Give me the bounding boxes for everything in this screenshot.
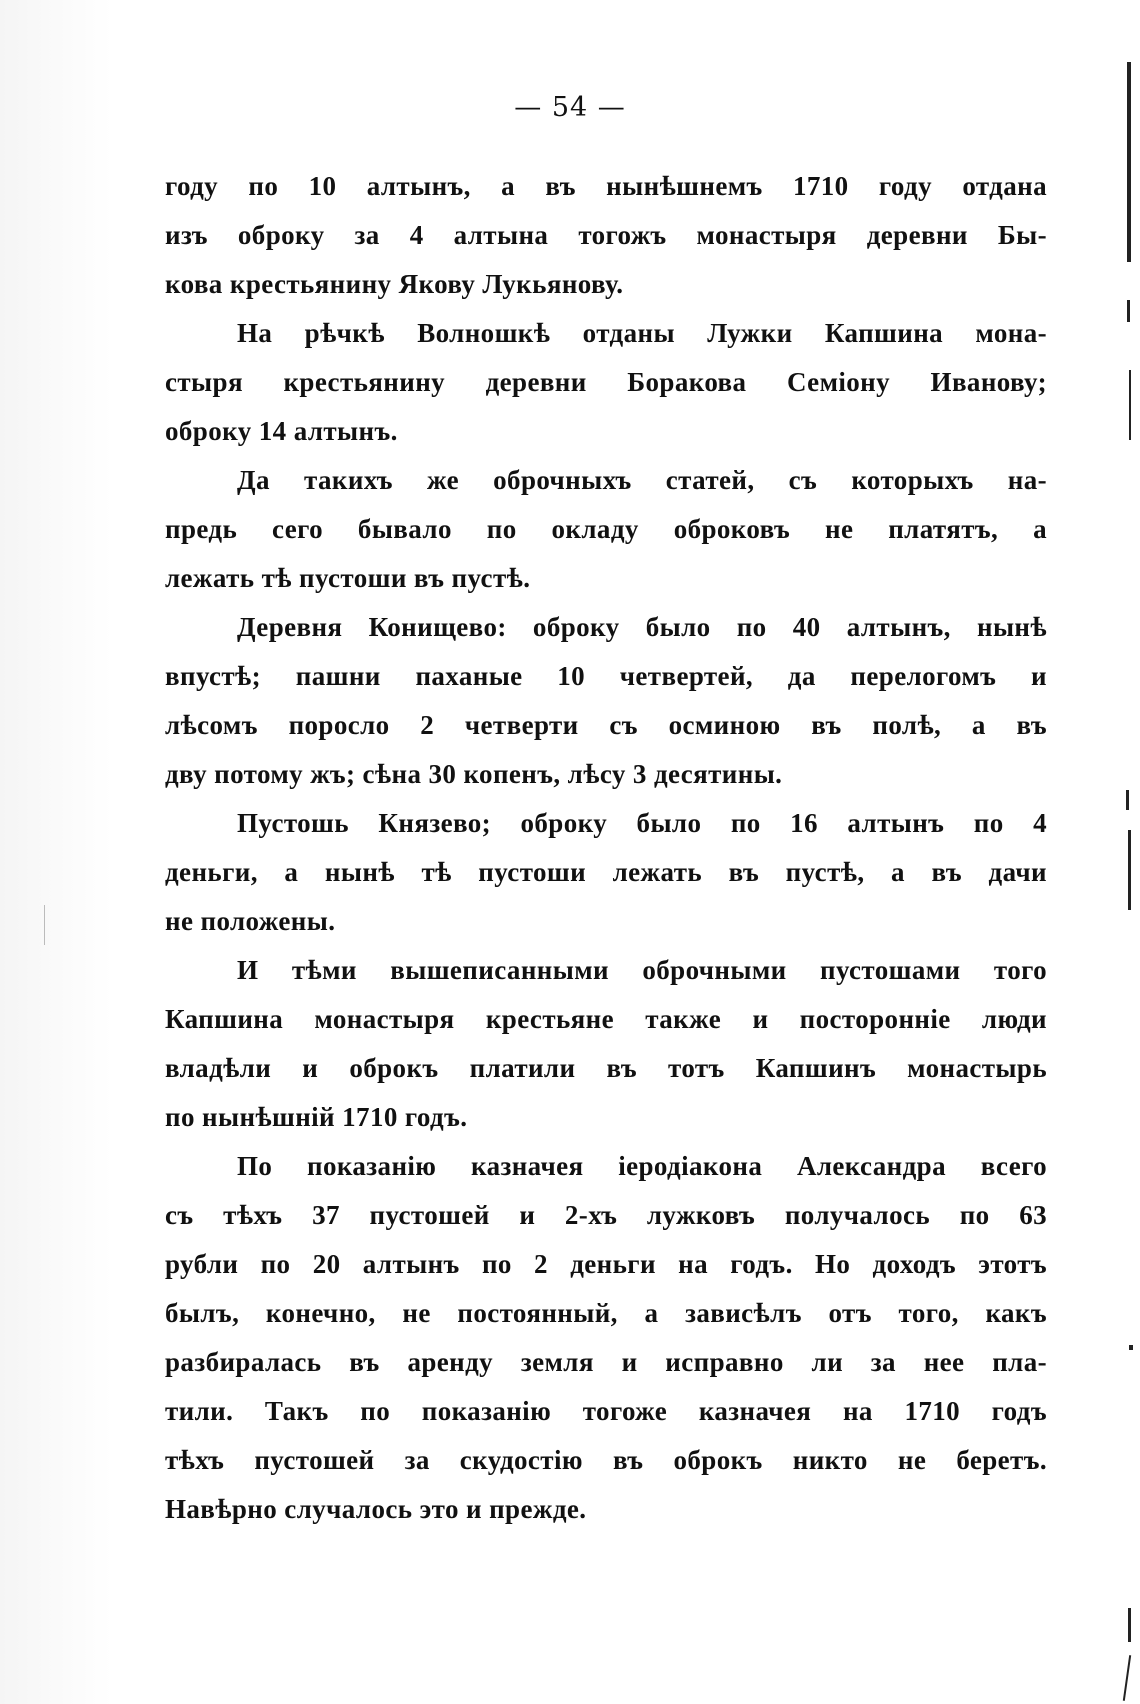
paragraph — [165, 162, 1047, 309]
text-line: впустѣ; пашни паханые 10 четвертей, да перелогомъ и — [165, 661, 1047, 691]
text-line: И тѣми вышеписанными оброчными пустошами того — [237, 955, 1047, 985]
page-gutter-shadow — [0, 0, 112, 1704]
scan-edge-mark — [1129, 370, 1131, 440]
paragraph — [165, 603, 1047, 799]
paragraph — [165, 456, 1047, 603]
text-line: былъ, конечно, не постоянный, а зависѣлъ отъ того, какъ — [165, 1298, 1047, 1328]
page-number: — 54 — — [514, 92, 626, 123]
body-text — [165, 162, 1047, 1534]
text-line: по нынѣшній 1710 годъ. — [165, 1102, 468, 1132]
scan-edge-mark — [1127, 300, 1130, 322]
paragraph — [165, 799, 1047, 946]
text-line: году по 10 алтынъ, а въ нынѣшнемъ 1710 году отдана — [165, 171, 1047, 201]
paragraph — [165, 1142, 1047, 1534]
text-line: лѣсомъ поросло 2 четверти съ осминою въ полѣ, а въ — [165, 710, 1047, 740]
text-line: не положены. — [165, 906, 336, 936]
text-line: кова крестьянину Якову Лукьянову. — [165, 269, 624, 299]
text-line: Пустошь Князево; оброку было по 16 алтынъ по 4 — [237, 808, 1047, 838]
text-line: деньги, а нынѣ тѣ пустоши лежать въ пустѣ, а въ дачи — [165, 857, 1047, 887]
text-line: разбиралась въ аренду земля и исправно ли за нее пла- — [165, 1347, 1047, 1377]
text-line: тѣхъ пустошей за скудостію въ оброкъ никто не беретъ. — [165, 1445, 1047, 1475]
scan-edge-mark — [1128, 1608, 1131, 1642]
scan-edge-mark — [1128, 830, 1131, 910]
text-line: тили. Такъ по показанію тогоже казначея на 1710 годъ — [165, 1396, 1047, 1426]
scan-edge-mark — [1123, 1655, 1131, 1701]
text-line: стыря крестьянину деревни Боракова Семіону Иванову; — [165, 367, 1047, 397]
text-line: На рѣчкѣ Волношкѣ отданы Лужки Капшина мона- — [237, 318, 1047, 348]
text-line: лежать тѣ пустоши въ пустѣ. — [165, 563, 531, 593]
text-line: Да такихъ же оброчныхъ статей, съ которыхъ на- — [237, 465, 1047, 495]
scan-edge-mark — [1129, 1345, 1133, 1350]
scan-edge-mark — [1126, 790, 1129, 810]
paragraph — [165, 946, 1047, 1142]
text-line: оброку 14 алтынъ. — [165, 416, 398, 446]
text-line: рубли по 20 алтынъ по 2 деньги на годъ. Но доходъ этотъ — [165, 1249, 1047, 1279]
scan-edge-mark — [44, 905, 45, 945]
text-line: Капшина монастыря крестьяне также и посторонніе люди — [165, 1004, 1047, 1034]
text-line: Деревня Конищево: оброку было по 40 алтынъ, нынѣ — [237, 612, 1047, 642]
text-line: изъ оброку за 4 алтына тогожъ монастыря деревни Бы- — [165, 220, 1047, 250]
text-line: Навѣрно случалось это и прежде. — [165, 1494, 587, 1524]
text-line: владѣли и оброкъ платили въ тотъ Капшинъ монастырь — [165, 1053, 1047, 1083]
text-line: предь сего бывало по окладу оброковъ не платятъ, а — [165, 514, 1047, 544]
text-line: съ тѣхъ 37 пустошей и 2-хъ лужковъ получалось по 63 — [165, 1200, 1047, 1230]
paragraph — [165, 309, 1047, 456]
scan-edge-mark — [1127, 62, 1131, 262]
text-line: дву потому жъ; сѣна 30 копенъ, лѣсу 3 десятины. — [165, 759, 783, 789]
text-line: По показанію казначея іеродіакона Александра всего — [237, 1151, 1047, 1181]
